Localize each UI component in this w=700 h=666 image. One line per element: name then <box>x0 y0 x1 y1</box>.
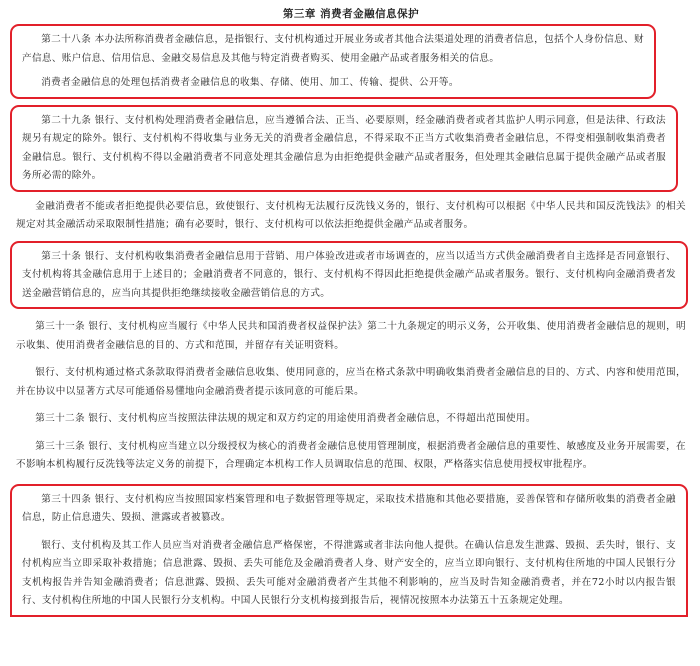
article-34-paragraph-2: 银行、支付机构及其工作人员应当对消费者金融信息严格保密，不得泄露或者非法向他人提供。在确认信息发生泄露、毁损、丢失时，银行、支付机构应当立即采取补救措施；信息泄露、毁损、丢失可能危及金融消费者人身、财产安全的，应当立即向银行、支付机构住所地的中国人民银行分支机构报告并告知金融消费者；信息泄露、毁损、丢失可能对金融消费者产生其他不利影响的，应当及时告知金融消费者，并在72小时以内报告银行、支付机构住所地的中国人民银行分支机构。中国人民银行分支机构接到报告后，视情况按照本办法第五十五条规定处理。 <box>22 539 676 606</box>
article-28-paragraph-2: 消费者金融信息的处理包括消费者金融信息的收集、存储、使用、加工、传输、提供、公开等。 <box>41 77 459 88</box>
highlight-box-article-29 <box>10 105 678 192</box>
article-29-paragraph-2: 金融消费者不能或者拒绝提供必要信息，致使银行、支付机构无法履行反洗钱义务的，银行、支付机构可以根据《中华人民共和国反洗钱法》的相关规定对其金融活动采取限制性措施；确有必要时，银行、支付机构可以依法拒绝提供金融产品或者服务。 <box>16 200 686 230</box>
highlight-box-article-34 <box>10 484 688 617</box>
highlight-box-article-28 <box>10 24 656 99</box>
highlight-box-article-30 <box>10 241 688 310</box>
article-31-paragraph: 第三十一条 银行、支付机构应当履行《中华人民共和国消费者权益保护法》第二十九条规定的明示义务，公开收集、使用消费者金融信息的规则，明示收集、使用消费者金融信息的目的、方式和范围，并留存有关证明资料。 <box>16 321 686 351</box>
article-33-paragraph: 第三十三条 银行、支付机构应当建立以分级授权为核心的消费者金融信息使用管理制度，根据消费者金融信息的重要性、敏感度及业务开展需要，在不影响本机构履行反洗钱等法定义务的前提下，合理确定本机构工作人员调取信息的范围、权限，严格落实信息使用授权审批程序。 <box>16 440 686 470</box>
article-30-paragraph: 第三十条 银行、支付机构收集消费者金融信息用于营销、用户体验改进或者市场调查的，应当以适当方式供金融消费者自主选择是否同意银行、支付机构将其金融信息用于上述目的；金融消费者不同意的，银行、支付机构不得因此拒绝提供金融产品或者服务。银行、支付机构向金融消费者发送金融营销信息的，应当向其提供拒绝继续接收金融营销信息的方式。 <box>22 250 676 299</box>
article-28-paragraph: 第二十八条 本办法所称消费者金融信息，是指银行、支付机构通过开展业务或者其他合法渠道处理的消费者信息，包括个人身份信息、财产信息、账户信息、信用信息、金融交易信息及其他与特定消费者购买、使用金融产品或者服务相关的信息。 <box>22 34 644 64</box>
chapter-title: 第三章 消费者金融信息保护 <box>282 8 420 20</box>
article-31-paragraph-2: 银行、支付机构通过格式条款取得消费者金融信息收集、使用同意的，应当在格式条款中明确收集消费者金融信息的目的、方式、内容和使用范围，并在协议中以显著方式尽可能通俗易懂地向金融消费者提示该同意的可能后果。 <box>16 367 686 397</box>
article-29-paragraph: 第二十九条 银行、支付机构处理消费者金融信息，应当遵循合法、正当、必要原则，经金融消费者或者其监护人明示同意，但是法律、行政法规另有规定的除外。银行、支付机构不得收集与业务无关的消费者金融信息，不得采取不正当方式收集消费者金融信息，不得变相强制收集消费者金融信息。银行、支付机构不得以金融消费者不同意处理其金融信息为由拒绝提供金融产品或者服务，但处理其金融信息属于提供金融产品或者服务所必需的除外。 <box>22 114 666 181</box>
article-34-paragraph: 第三十四条 银行、支付机构应当按照国家档案管理和电子数据管理等规定，采取技术措施和其他必要措施，妥善保管和存储所收集的消费者金融信息，防止信息遗失、毁损、泄露或者被篡改。 <box>22 493 676 523</box>
article-32-paragraph: 第三十二条 银行、支付机构应当按照法律法规的规定和双方约定的用途使用消费者金融信息，不得超出范围使用。 <box>35 413 536 424</box>
